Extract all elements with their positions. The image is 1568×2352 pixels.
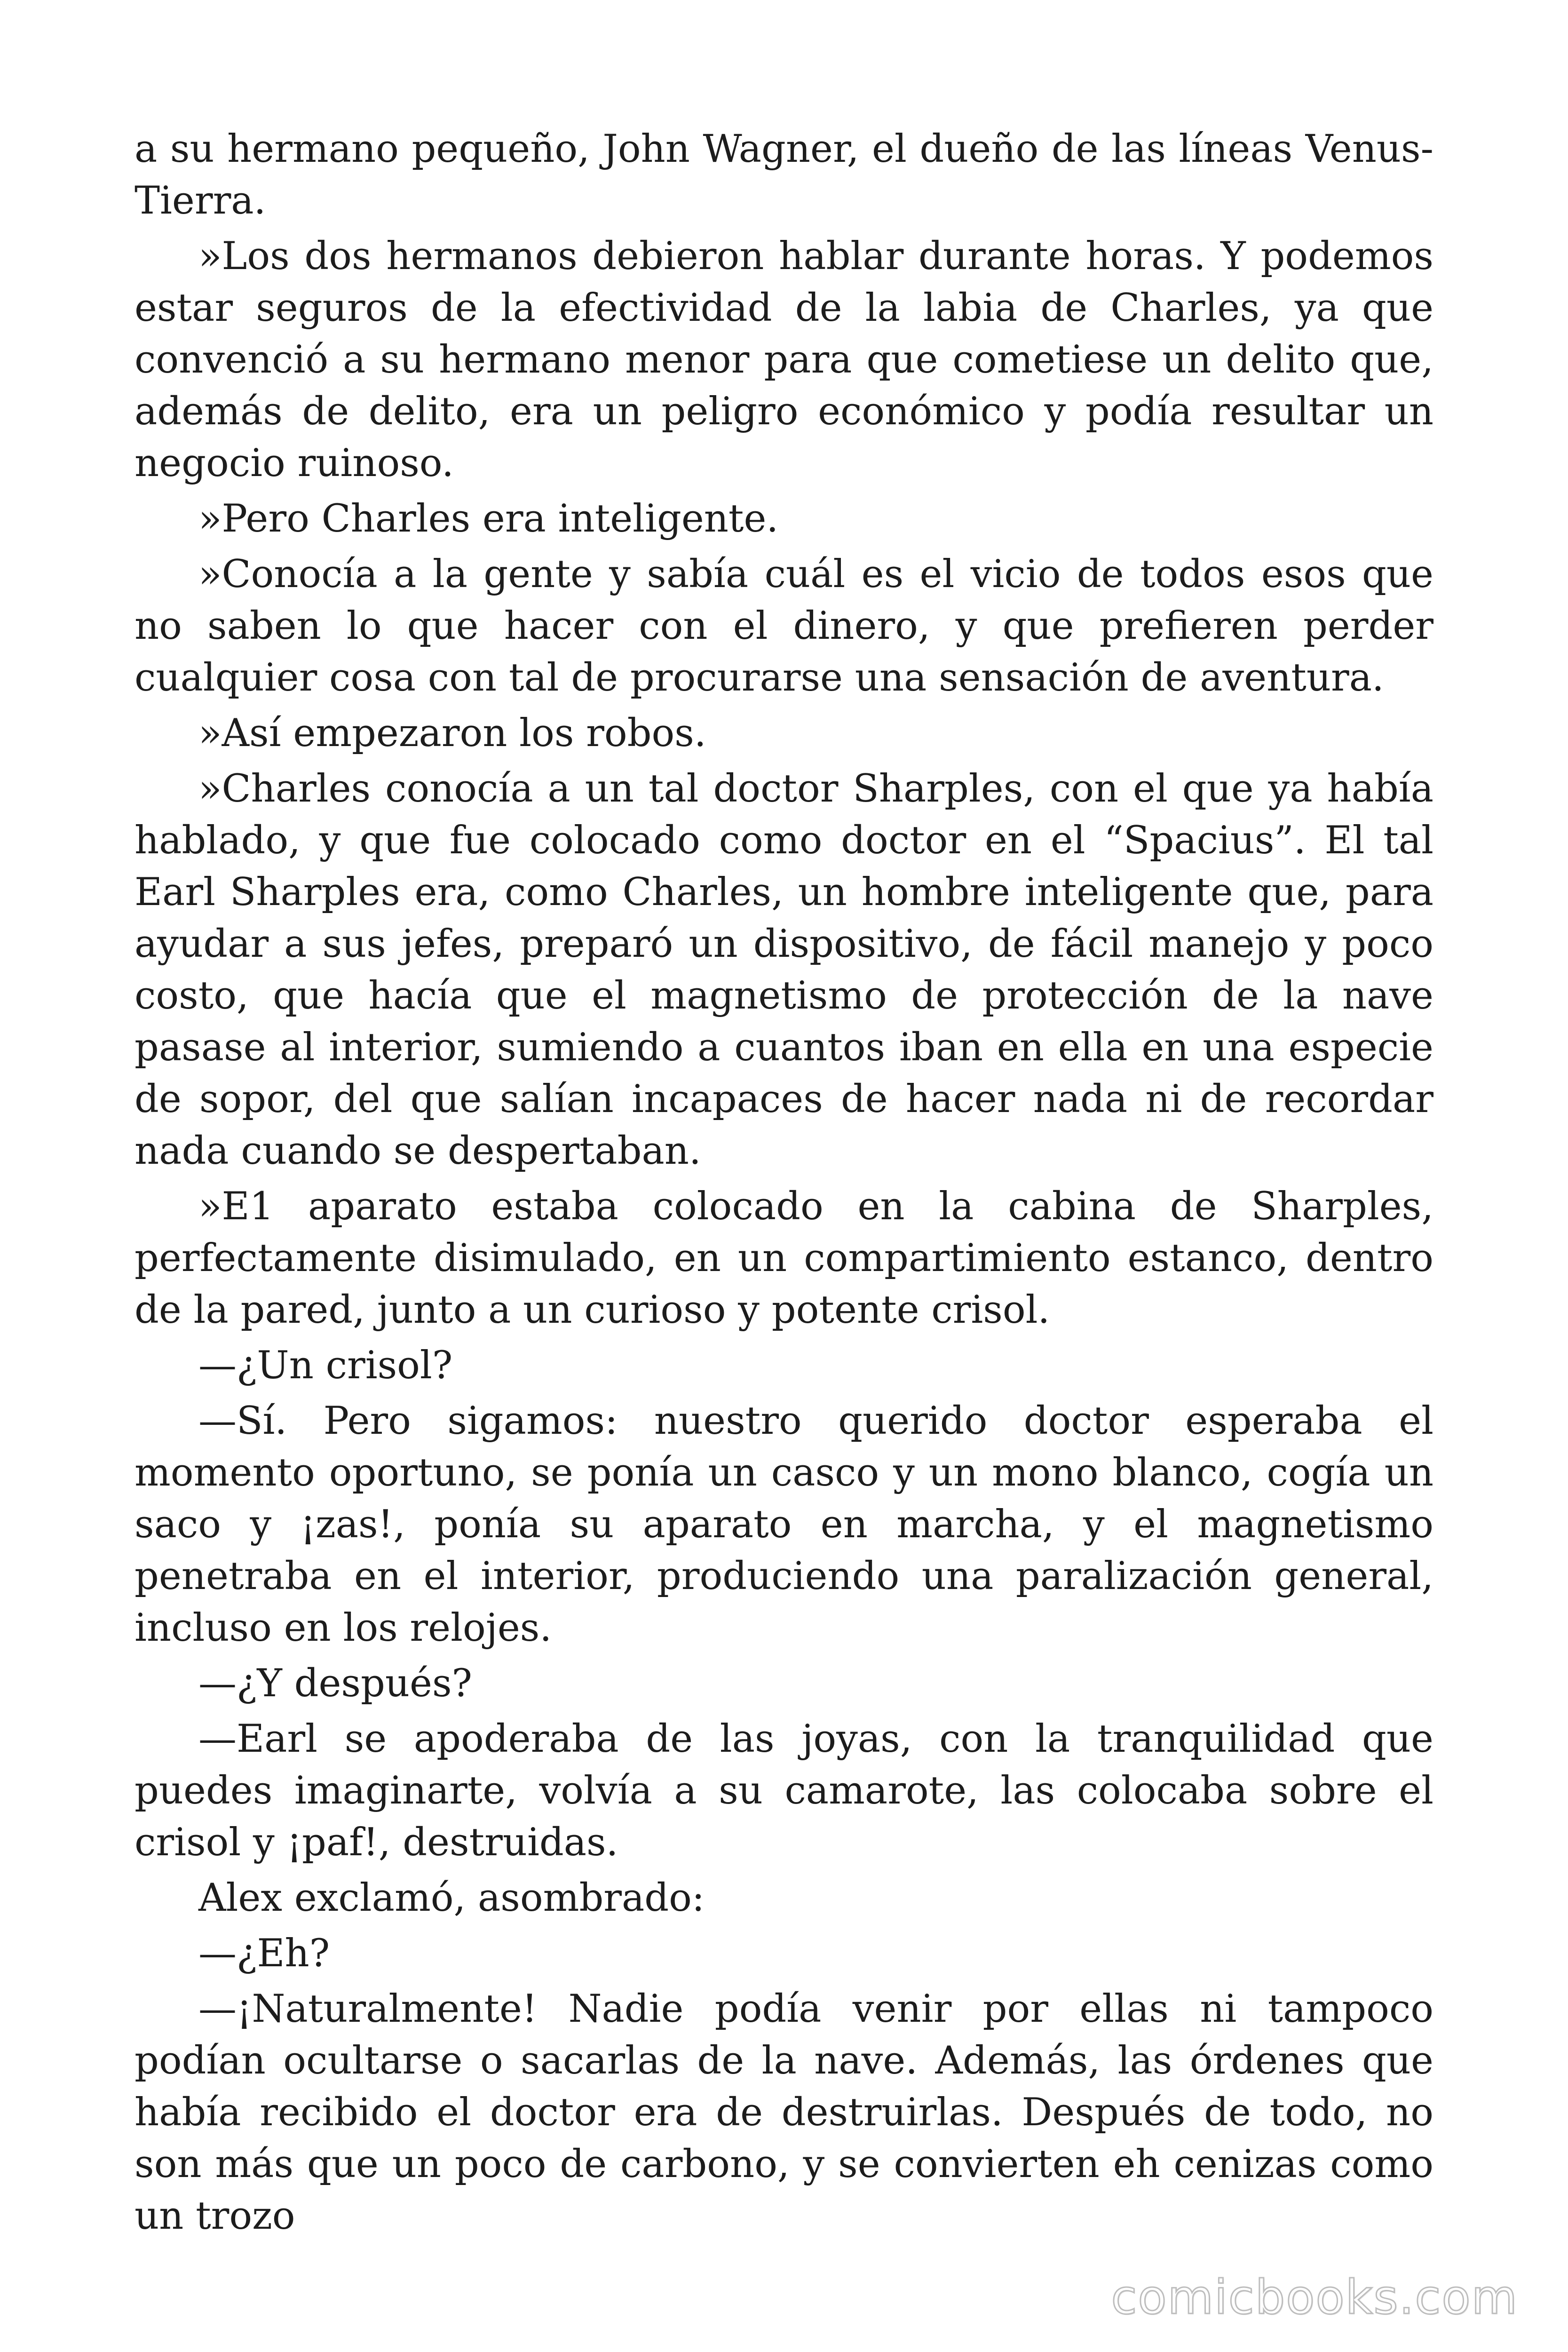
paragraph: Alex exclamó, asombrado: — [198, 1876, 705, 1920]
paragraph: »E1 aparato estaba colocado en la cabina de Sharples, perfectamente disimulado, en un compartimiento estanco, dentro de la pared, junto a un curioso y potente crisol. — [135, 1184, 1433, 1332]
paragraph: »Los dos hermanos debieron hablar durante horas. Y podemos estar seguros de la efectividad de la labia de Charles, ya que convenció a su hermano menor para que cometiese un delito que, además de delito, era un peligro económico y podía resultar un negocio ruinoso. — [135, 234, 1433, 485]
dialogue-line: —¿Un crisol? — [198, 1343, 453, 1388]
paragraph: »Pero Charles era inteligente. — [198, 497, 779, 541]
dialogue-line: —¿Eh? — [198, 1931, 330, 1976]
dialogue-line: —Earl se apoderaba de las joyas, con la tranquilidad que puedes imaginarte, volvía a su camarote, las colocaba sobre el crisol y ¡paf!, destruidas. — [135, 1717, 1433, 1865]
paragraph: »Así empezaron los robos. — [198, 711, 706, 755]
paragraph: »Conocía a la gente y sabía cuál es el vicio de todos esos que no saben lo que hacer con el dinero, y que prefieren perder cualquier cosa con tal de procurarse una sensación de aventura. — [135, 552, 1433, 700]
watermark: comicbooks.com — [1111, 2270, 1518, 2325]
paragraph: a su hermano pequeño, John Wagner, el dueño de las líneas Venus-Tierra. — [135, 127, 1433, 223]
dialogue-line: —Sí. Pero sigamos: nuestro querido doctor esperaba el momento oportuno, se ponía un casco y un mono blanco, cogía un saco y ¡zas!, ponía su aparato en marcha, y el magnetismo penetraba en el interior, produciendo una paralización general, incluso en los relojes. — [135, 1399, 1433, 1650]
page-body — [135, 123, 1433, 2246]
paragraph: »Charles conocía a un tal doctor Sharples, con el que ya había hablado, y que fue colocado como doctor en el “Spacius”. El tal Earl Sharples era, como Charles, un hombre inteligente que, para ayudar a sus jefes, preparó un dispositivo, de fácil manejo y poco costo, que hacía que el magnetismo de protección de la nave pasase al interior, sumiendo a cuantos iban en ella en una especie de sopor, del que salían incapaces de hacer nada ni de recordar nada cuando se despertaban. — [135, 767, 1433, 1173]
dialogue-line: —¡Naturalmente! Nadie podía venir por ellas ni tampoco podían ocultarse o sacarlas de la nave. Además, las órdenes que había recibido el doctor era de destruirlas. Después de todo, no son más que un poco de carbono, y se convierten eh cenizas como un trozo — [135, 1987, 1433, 2238]
dialogue-line: —¿Y después? — [198, 1661, 472, 1706]
